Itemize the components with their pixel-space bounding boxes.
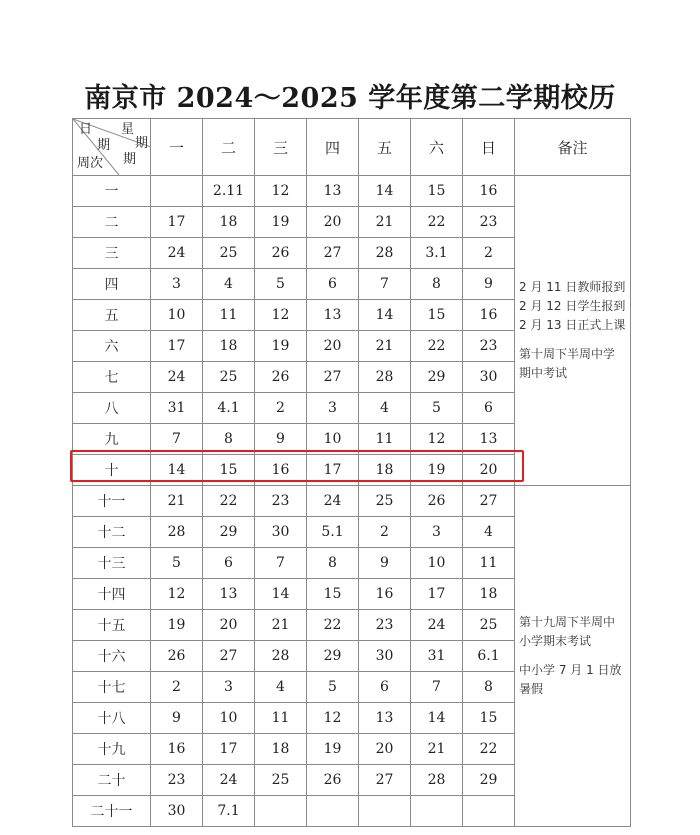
remarks-line: 2 月 11 日教师报到: [519, 280, 626, 294]
date-cell: 16: [463, 176, 515, 207]
week-number-cell: 六: [73, 331, 151, 362]
corner-week-label: 周次: [77, 156, 104, 171]
date-cell: 18: [203, 331, 255, 362]
date-cell: 26: [151, 641, 203, 672]
date-cell: 8: [203, 424, 255, 455]
date-cell: [255, 796, 307, 827]
date-cell: 13: [203, 579, 255, 610]
corner-header-cell: [73, 119, 151, 176]
date-cell: 6: [463, 393, 515, 424]
date-cell: 4: [203, 269, 255, 300]
date-cell: 7: [411, 672, 463, 703]
date-cell: 21: [411, 734, 463, 765]
date-cell: 11: [255, 703, 307, 734]
date-cell: 2.11: [203, 176, 255, 207]
date-cell: 20: [359, 734, 411, 765]
date-cell: 30: [151, 796, 203, 827]
date-cell: 17: [307, 455, 359, 486]
calendar-body: [73, 176, 631, 827]
date-cell: 10: [411, 548, 463, 579]
page-title: 南京市 2024～2025 学年度第二学期校历: [84, 83, 616, 114]
date-cell: 15: [411, 176, 463, 207]
date-cell: 12: [411, 424, 463, 455]
date-cell: 19: [255, 207, 307, 238]
date-cell: 7: [151, 424, 203, 455]
week-number-cell: 二: [73, 207, 151, 238]
day-header-sat: 六: [411, 119, 463, 176]
day-header-thu: 四: [307, 119, 359, 176]
date-cell: 21: [255, 610, 307, 641]
week-number-cell: 七: [73, 362, 151, 393]
remarks-line: 期中考试: [519, 366, 568, 380]
date-cell: 3: [411, 517, 463, 548]
date-cell: 25: [203, 238, 255, 269]
day-header-tue: 二: [203, 119, 255, 176]
date-cell: 24: [411, 610, 463, 641]
date-cell: 11: [463, 548, 515, 579]
date-cell: 25: [463, 610, 515, 641]
date-cell: 31: [411, 641, 463, 672]
date-cell: 19: [255, 331, 307, 362]
date-cell: 15: [307, 579, 359, 610]
corner-period-label-center: 期: [97, 138, 111, 153]
date-cell: 10: [307, 424, 359, 455]
date-cell: 4: [359, 393, 411, 424]
remarks-line: 中小学 7 月 1 日放: [519, 663, 622, 677]
week-number-cell: 十四: [73, 579, 151, 610]
date-cell: 19: [411, 455, 463, 486]
date-cell: 24: [151, 362, 203, 393]
date-cell: 28: [151, 517, 203, 548]
date-cell: [411, 796, 463, 827]
date-cell: 7: [255, 548, 307, 579]
date-cell: 17: [151, 207, 203, 238]
corner-period-label-right: 期: [135, 136, 149, 151]
remarks-line: 小学期末考试: [519, 634, 592, 648]
remarks-line: 暑假: [519, 682, 544, 696]
date-cell: 13: [359, 703, 411, 734]
date-cell: 13: [307, 300, 359, 331]
date-cell: 20: [203, 610, 255, 641]
date-cell: 15: [411, 300, 463, 331]
table-row: [73, 176, 631, 207]
date-cell: 16: [359, 579, 411, 610]
date-cell: 25: [255, 765, 307, 796]
week-number-cell: 十二: [73, 517, 151, 548]
week-number-cell: 十: [73, 455, 151, 486]
date-cell: 15: [463, 703, 515, 734]
date-cell: 30: [255, 517, 307, 548]
week-number-cell: 五: [73, 300, 151, 331]
corner-day-label: 日: [79, 122, 93, 137]
date-cell: 6: [203, 548, 255, 579]
date-cell: 12: [307, 703, 359, 734]
date-cell: 9: [359, 548, 411, 579]
date-cell: [151, 176, 203, 207]
date-cell: 2: [151, 672, 203, 703]
date-cell: 3: [307, 393, 359, 424]
date-cell: 7: [359, 269, 411, 300]
date-cell: 20: [307, 207, 359, 238]
date-cell: 27: [203, 641, 255, 672]
date-cell: 5: [151, 548, 203, 579]
remarks-header: 备注: [515, 119, 631, 176]
week-number-cell: 四: [73, 269, 151, 300]
date-cell: 14: [151, 455, 203, 486]
remarks-line: 2 月 13 日正式上课: [519, 318, 626, 332]
date-cell: 4: [463, 517, 515, 548]
remarks-line: 第十周下半周中学: [519, 347, 616, 361]
date-cell: 14: [359, 176, 411, 207]
day-header-fri: 五: [359, 119, 411, 176]
date-cell: 12: [255, 300, 307, 331]
week-number-cell: 一: [73, 176, 151, 207]
week-number-cell: 十一: [73, 486, 151, 517]
date-cell: 13: [463, 424, 515, 455]
week-number-cell: 十五: [73, 610, 151, 641]
date-cell: 16: [463, 300, 515, 331]
date-cell: 14: [255, 579, 307, 610]
date-cell: 16: [255, 455, 307, 486]
date-cell: 27: [307, 238, 359, 269]
date-cell: 6: [359, 672, 411, 703]
date-cell: 17: [151, 331, 203, 362]
date-cell: 22: [463, 734, 515, 765]
date-cell: 18: [203, 207, 255, 238]
date-cell: 26: [255, 362, 307, 393]
date-cell: 18: [255, 734, 307, 765]
date-cell: 4: [255, 672, 307, 703]
date-cell: 12: [255, 176, 307, 207]
date-cell: 26: [255, 238, 307, 269]
date-cell: 24: [151, 238, 203, 269]
remarks-spacer: [519, 335, 626, 345]
table-row: [73, 486, 631, 517]
date-cell: 8: [463, 672, 515, 703]
date-cell: 27: [359, 765, 411, 796]
date-cell: 21: [359, 207, 411, 238]
date-cell: 30: [359, 641, 411, 672]
date-cell: 10: [151, 300, 203, 331]
corner-star-label: 星: [121, 122, 135, 137]
date-cell: 9: [151, 703, 203, 734]
date-cell: 20: [307, 331, 359, 362]
date-cell: 21: [151, 486, 203, 517]
date-cell: 23: [463, 207, 515, 238]
date-cell: 5: [307, 672, 359, 703]
date-cell: 22: [307, 610, 359, 641]
week-number-cell: 十三: [73, 548, 151, 579]
header-row: [73, 119, 631, 176]
date-cell: 26: [307, 765, 359, 796]
date-cell: [463, 796, 515, 827]
date-cell: 27: [463, 486, 515, 517]
date-cell: 29: [463, 765, 515, 796]
date-cell: 4.1: [203, 393, 255, 424]
date-cell: 14: [359, 300, 411, 331]
date-cell: 10: [203, 703, 255, 734]
date-cell: 23: [463, 331, 515, 362]
date-cell: 2: [463, 238, 515, 269]
date-cell: 8: [307, 548, 359, 579]
date-cell: 22: [411, 331, 463, 362]
date-cell: 21: [359, 331, 411, 362]
remarks-block-first-half: [515, 176, 631, 486]
date-cell: 9: [463, 269, 515, 300]
date-cell: 17: [411, 579, 463, 610]
date-cell: 11: [203, 300, 255, 331]
date-cell: 7.1: [203, 796, 255, 827]
date-cell: 29: [203, 517, 255, 548]
date-cell: 28: [255, 641, 307, 672]
remarks-line: 第十九周下半周中: [519, 615, 616, 629]
date-cell: 24: [203, 765, 255, 796]
week-number-cell: 十八: [73, 703, 151, 734]
date-cell: 28: [411, 765, 463, 796]
date-cell: 12: [151, 579, 203, 610]
date-cell: 6: [307, 269, 359, 300]
date-cell: 25: [359, 486, 411, 517]
date-cell: 2: [255, 393, 307, 424]
date-cell: 2: [359, 517, 411, 548]
date-cell: 13: [307, 176, 359, 207]
date-cell: [307, 796, 359, 827]
week-number-cell: 九: [73, 424, 151, 455]
week-number-cell: 二十: [73, 765, 151, 796]
date-cell: 22: [411, 207, 463, 238]
date-cell: 25: [203, 362, 255, 393]
date-cell: 20: [463, 455, 515, 486]
remarks-line: 2 月 12 日学生报到: [519, 299, 626, 313]
date-cell: 18: [463, 579, 515, 610]
week-number-cell: 十九: [73, 734, 151, 765]
date-cell: 3: [151, 269, 203, 300]
date-cell: 14: [411, 703, 463, 734]
date-cell: 23: [255, 486, 307, 517]
date-cell: 23: [151, 765, 203, 796]
date-cell: 5: [411, 393, 463, 424]
remarks-spacer: [519, 651, 626, 661]
date-cell: 27: [307, 362, 359, 393]
corner-period-label-lower: 期: [123, 152, 137, 167]
date-cell: 5: [255, 269, 307, 300]
date-cell: 19: [307, 734, 359, 765]
date-cell: 6.1: [463, 641, 515, 672]
week-number-cell: 二十一: [73, 796, 151, 827]
day-header-wed: 三: [255, 119, 307, 176]
date-cell: 17: [203, 734, 255, 765]
week-number-cell: 三: [73, 238, 151, 269]
day-header-sun: 日: [463, 119, 515, 176]
week-number-cell: 八: [73, 393, 151, 424]
remarks-block-second-half: [515, 486, 631, 827]
date-cell: 15: [203, 455, 255, 486]
date-cell: 3: [203, 672, 255, 703]
date-cell: 28: [359, 362, 411, 393]
date-cell: 18: [359, 455, 411, 486]
date-cell: [359, 796, 411, 827]
week-number-cell: 十七: [73, 672, 151, 703]
date-cell: 26: [411, 486, 463, 517]
date-cell: 8: [411, 269, 463, 300]
date-cell: 19: [151, 610, 203, 641]
date-cell: 30: [463, 362, 515, 393]
date-cell: 28: [359, 238, 411, 269]
date-cell: 3.1: [411, 238, 463, 269]
date-cell: 24: [307, 486, 359, 517]
date-cell: 11: [359, 424, 411, 455]
school-calendar-table: [72, 118, 631, 827]
date-cell: 23: [359, 610, 411, 641]
week-number-cell: 十六: [73, 641, 151, 672]
date-cell: 16: [151, 734, 203, 765]
date-cell: 31: [151, 393, 203, 424]
date-cell: 9: [255, 424, 307, 455]
day-header-mon: 一: [151, 119, 203, 176]
date-cell: 29: [411, 362, 463, 393]
date-cell: 5.1: [307, 517, 359, 548]
date-cell: 22: [203, 486, 255, 517]
date-cell: 29: [307, 641, 359, 672]
